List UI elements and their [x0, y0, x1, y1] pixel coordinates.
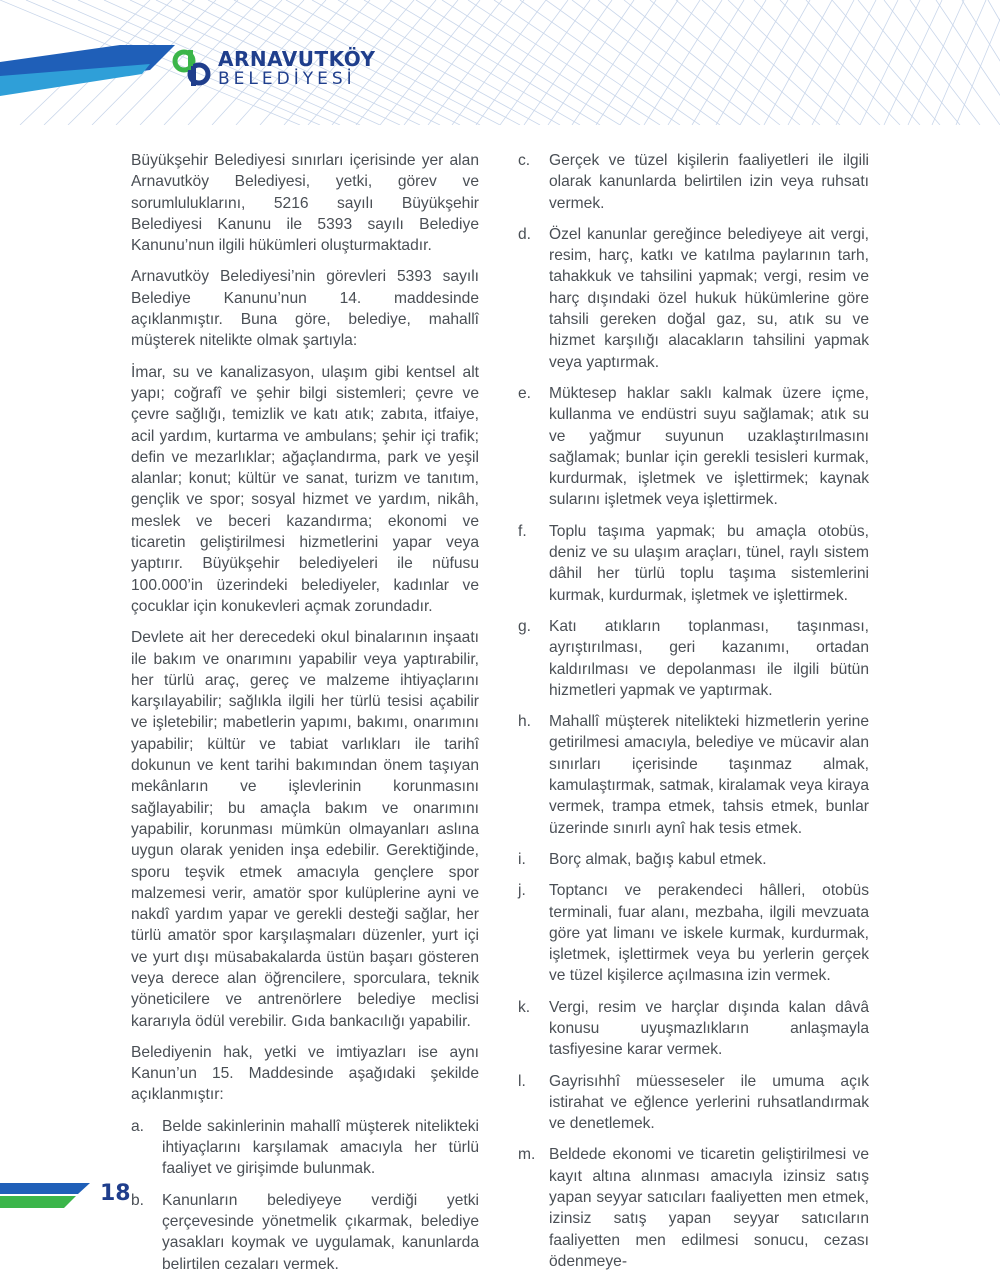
- list-item: [518, 849, 869, 870]
- list-item-text: Müktesep haklar saklı kalmak üzere içme, kullanma ve endüstri suyu sağlamak; atık su ve yağmur suyunun uzaklaştırılmasını sağlamak; bunlar için gerekli tesisleri kurmak, kurdurmak, işletmek ve işlettirmek; kaynak sularını işletmek veya işlettirmek.: [549, 384, 869, 509]
- list-item-text: Gayrisıhhî müesseseler ile umuma açık istirahat ve eğlence yerlerini ruhsatlandırmak ve denetlemek.: [549, 1072, 869, 1133]
- list-item: [518, 711, 869, 839]
- list-item-letter: l.: [518, 1072, 526, 1090]
- right-column: [518, 150, 869, 1282]
- logo: [172, 48, 375, 88]
- list-item-letter: e.: [518, 384, 532, 402]
- list-item: [518, 997, 869, 1061]
- list-item-text: Toptancı ve perakendeci hâlleri, otobüs terminali, fuar alanı, mezbaha, ilgili mevzuata göre yat limanı ve iskele kurmak, kurdurmak, işletmek, işlettirmek veya bu yerlerin gerçek ve tüzel kişilerce açılmasına izin vermek.: [549, 882, 869, 985]
- list-item-text: Belde sakinlerinin mahallî müşterek nitelikteki ihtiyaçlarını karşılamak amacıyla her türlü faaliyet ve girişimde bulunmak.: [162, 1117, 479, 1178]
- list-item: [518, 521, 869, 606]
- list-item: [518, 1071, 869, 1135]
- list-item: [131, 1190, 479, 1275]
- list-item-text: Gerçek ve tüzel kişilerin faaliyetleri ile ilgili olarak kanunlarda belirtilen izin veya ruhsatı vermek.: [549, 152, 869, 212]
- list-item: [518, 383, 869, 511]
- list-item-text: Beldede ekonomi ve ticaretin geliştirilmesi ve kayıt altına alınması amacıyla izinsiz satış yapan seyyar satıcıları faaliyetten men etmek, izinsiz satış yapan seyyar satıcıların faaliyetten men edilmesi sonucu, cezası ödenmeye-: [549, 1146, 869, 1270]
- list-item-letter: h.: [518, 713, 532, 731]
- logo-title: ARNAVUTKÖY: [218, 46, 376, 71]
- list-item: [518, 150, 869, 214]
- list-item-letter: g.: [518, 617, 532, 635]
- list-item: [518, 224, 869, 373]
- list-item-text: Kanunların belediyeye verdiği yetki çerçevesinde yönetmelik çıkarmak, belediye yasakları koymak ve uygulamak, kanunlarda belirtilen cezaları vermek.: [162, 1191, 479, 1273]
- list-item: [131, 1116, 479, 1180]
- list-item-letter: j.: [518, 882, 526, 900]
- logo-subtitle: BELEDİYESİ: [218, 68, 356, 89]
- footer-blue-band: [0, 1183, 90, 1194]
- paragraph: Büyükşehir Belediyesi sınırları içerisinde yer alan Arnavutköy Belediyesi, yetki, görev ve sorumluluklarını, 5216 sayılı Büyükşehir Belediyesi Kanunu ile 5393 sayılı Belediye Kanunu’nun ilgili hükümleri oluşturmaktadır.: [131, 152, 479, 255]
- footer-green-band: [0, 1196, 76, 1208]
- list-item: [518, 616, 869, 701]
- list-item-text: Toplu taşıma yapmak; bu amaçla otobüs, deniz ve su ulaşım araçları, tünel, raylı sistem dâhil her türlü toplu taşıma sistemlerini kurmak, kurdurmak, işletmek ve işlettirmek.: [549, 522, 869, 604]
- logo-mark-icon: [172, 48, 212, 88]
- paragraph: Arnavutköy Belediyesi’nin görevleri 5393 sayılı Belediye Kanunu’nun 14. maddesinde açıklanmıştır. Buna göre, belediye, mahallî müşterek nitelikte olmak şartıyla:: [131, 268, 479, 350]
- list-item-text: Katı atıkların toplanması, taşınması, ayrıştırılması, geri kazanımı, ortadan kaldırılması ve depolanması ile ilgili bütün hizmetleri yapmak ve yaptırmak.: [549, 617, 869, 699]
- paragraph: İmar, su ve kanalizasyon, ulaşım gibi kentsel alt yapı; coğrafî ve şehir bilgi sistemleri; çevre ve çevre sağlığı, temizlik ve katı atık; zabıta, itfaiye, acil yardım, kurtarma ve ambulans; şehir içi trafik; defin ve mezarlıklar; ağaçlandırma, park ve yeşil alanlar; konut; kültür ve sanat, turizm ve tanıtım, gençlik ve spor; sosyal hizmet ve yardım, nikâh, meslek ve beceri kazandırma; ekonomi ve ticaretin geliştirilmesi hizmetlerini yapar veya yaptırır. Büyükşehir belediyeleri ile nüfusu 100.000’in üzerindeki belediyeler, kadınlar ve çocuklar için konukevleri açmak zorundadır.: [131, 363, 479, 615]
- list-item-letter: k.: [518, 998, 531, 1016]
- left-column: [131, 150, 479, 1285]
- list-item-letter: m.: [518, 1146, 536, 1164]
- list-item-letter: a.: [131, 1117, 145, 1135]
- list-item: [518, 1144, 869, 1272]
- list-item-text: Vergi, resim ve harçlar dışında kalan dâvâ konusu uyuşmazlıkların anlaşmayla tasfiyesine karar vermek.: [549, 998, 869, 1059]
- list-item-letter: c.: [518, 152, 531, 169]
- list-item-letter: b.: [131, 1191, 145, 1209]
- list-item-text: Özel kanunlar gereğince belediyeye ait vergi, resim, harç, katkı ve katılma paylarının tarh, tahakkuk ve tahsilini yapmak; vergi, resim ve harç dışındaki özel hukuk hükümlerine göre tahsili gereken doğal gaz, su, atık su ve hizmet karşılığı alacakların tahsilini yapmak veya yaptırmak.: [549, 225, 869, 371]
- list-item-text: Borç almak, bağış kabul etmek.: [549, 850, 767, 868]
- footer-decoration: [0, 1180, 100, 1210]
- list-item-letter: d.: [518, 225, 532, 243]
- list-item-text: Mahallî müşterek nitelikteki hizmetlerin yerine getirilmesi amacıyla, belediye ve mücavir alan sınırları içerisinde taşınmaz almak, kamulaştırmak, satmak, kiralamak veya kiraya vermek, trampa etmek, tahsis etmek, bunlar üzerinde sınırlı aynî hak tesis etmek.: [549, 713, 869, 837]
- paragraph: Belediyenin hak, yetki ve imtiyazları ise aynı Kanun’un 15. Maddesinde aşağıdaki şekilde açıklanmıştır:: [131, 1043, 479, 1104]
- list-item-letter: f.: [518, 522, 527, 540]
- page-number: 18: [100, 1181, 131, 1206]
- header-decoration: [0, 0, 1000, 125]
- list-item: [518, 880, 869, 986]
- list-item-letter: i.: [518, 850, 526, 868]
- paragraph: Devlete ait her derecedeki okul binalarının inşaatı ile bakım ve onarımını yapabilir veya yaptırabilir, her türlü araç, gereç ve malzeme ihtiyaçlarını karşılayabilir; sağlıkla ilgili her türlü tesisi açabilir ve işletebilir; mabetlerin yapımı, bakımı, onarımını yapabilir; kültür ve tabiat varlıkları ile tarihî dokunun ve kent tarihi bakımından önem taşıyan mekânların ve işlevlerinin korunmasını sağlayabilir; bu amaçla bakım ve onarımını yapabilir, korunması mümkün olmayanları aslına uygun olarak yeniden inşa edebilir. Gerektiğinde, sporu teşvik etmek amacıyla gençlere spor malzemesi verir, amatör spor kulüplerine ayni ve nakdî yardım yapar ve gerekli desteği sağlar, her türlü amatör spor karşılaşmaları düzenler, yurt içi ve yurt dışı müsabakalarda üstün başarı gösteren veya derece alan öğrencilere, sporculara, teknik yöneticilere ve antrenörlere belediye meclisi kararıyla ödül verebilir. Gıda bankacılığı yapabilir.: [131, 629, 479, 1030]
